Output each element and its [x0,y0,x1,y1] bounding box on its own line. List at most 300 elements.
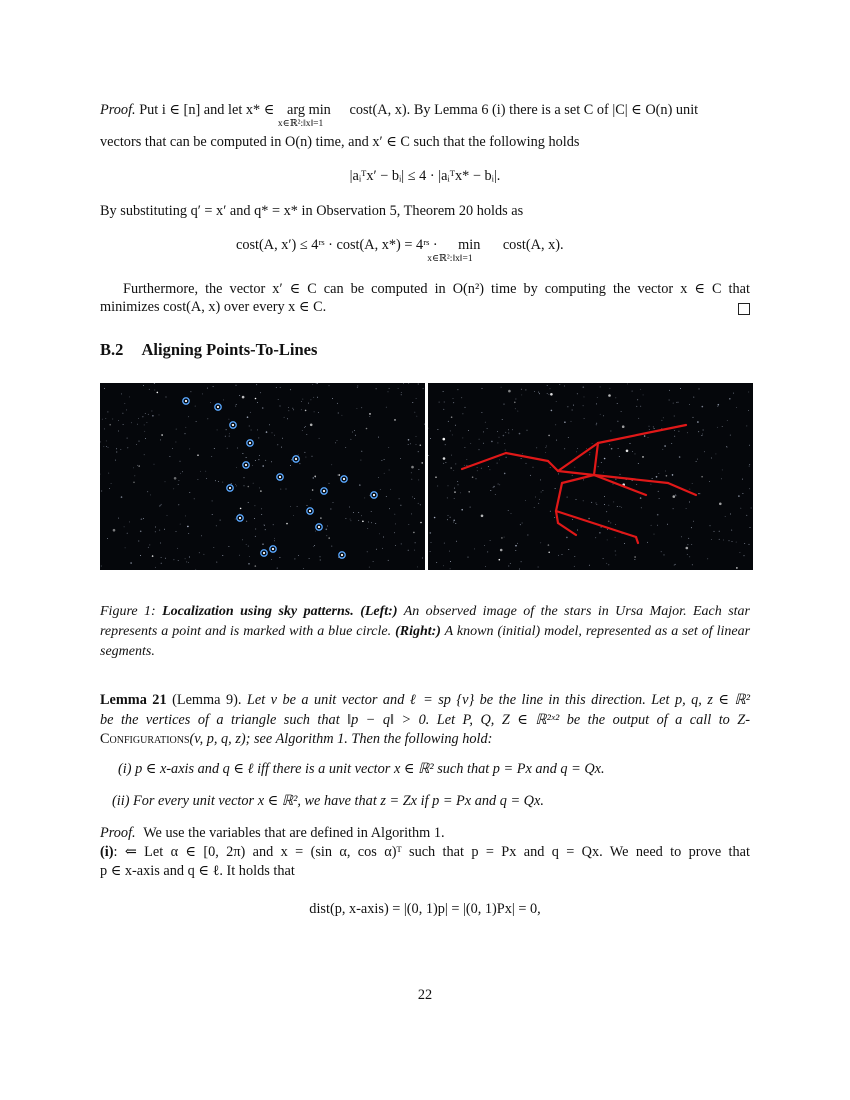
background-star [498,484,499,485]
background-star [358,520,359,521]
background-star [499,459,500,460]
background-star [448,515,449,516]
background-star [312,489,314,491]
background-star [331,546,332,547]
background-star [447,519,448,520]
background-star [723,540,724,541]
background-star [748,410,749,411]
background-star [379,533,380,534]
background-star [699,493,700,494]
background-star [574,467,575,468]
background-star [188,533,189,534]
background-star [136,444,137,445]
background-star [504,404,505,405]
background-star [239,395,240,396]
proof2-text-1: We use the variables that are defined in Algorithm 1. [143,825,445,841]
background-star [337,440,338,441]
background-star [601,462,602,463]
background-star [621,411,622,412]
background-star [161,504,162,505]
background-star [673,495,676,498]
observed-star [217,406,219,408]
page-number: 22 [417,987,433,1003]
background-star [624,543,625,544]
background-star [573,405,574,406]
background-star [242,396,245,399]
background-star [606,563,607,564]
background-star [356,408,357,409]
background-star [500,549,503,552]
background-star [732,541,733,542]
background-star [483,431,484,432]
background-star [395,545,396,546]
background-star [622,425,625,428]
background-star [534,391,535,392]
background-star [577,393,578,394]
background-star [453,522,454,523]
background-star [121,393,122,394]
background-star [147,491,148,492]
observed-star [309,510,311,512]
background-star [373,561,374,562]
background-star [545,452,546,453]
background-star [257,429,258,430]
background-star [636,406,637,407]
background-star [384,473,385,474]
background-star [568,549,569,550]
background-star [187,526,189,528]
background-star [539,393,540,394]
background-star [159,414,160,415]
background-star [420,522,422,524]
right-model-image [428,383,753,570]
background-star [522,453,523,454]
background-star [418,479,419,480]
background-star [748,392,749,393]
background-star [337,403,338,404]
background-star [615,524,616,525]
background-star [376,549,377,550]
background-star [679,456,681,458]
background-star [574,566,575,567]
background-star [107,411,108,412]
background-star [545,447,546,448]
background-star [678,431,679,432]
background-star [145,438,146,439]
background-star [466,459,467,460]
background-star [142,416,143,417]
background-star [354,430,355,431]
background-star [620,474,621,475]
background-star [572,475,573,476]
background-star [103,446,104,447]
background-star [257,402,258,403]
background-star [609,388,610,389]
background-star [408,524,409,525]
background-star [505,432,506,433]
background-star [328,537,330,539]
background-star [386,407,387,408]
background-star [686,547,689,550]
background-star [307,505,308,506]
background-star [280,387,281,388]
background-star [566,537,568,539]
background-star [262,543,264,545]
background-star [493,487,494,488]
background-star [304,452,305,453]
background-star [608,564,609,565]
background-star [303,568,304,569]
background-star [453,402,454,403]
background-star [689,502,690,503]
argmin-text: arg min [287,102,331,118]
background-star [659,498,660,499]
background-star [556,401,557,402]
background-star [730,435,731,436]
proof2-item-label: (i) [100,844,114,860]
background-star [451,416,453,418]
background-star [588,518,590,520]
background-star [736,542,737,543]
background-star [607,539,608,540]
background-star [292,408,293,409]
proof-line-4: Furthermore, the vector x′ ∈ C can be computed in O(n²) time by computing the vector x ∈ C that [123,281,750,297]
background-star [364,497,365,498]
background-star [423,388,424,389]
background-star [736,407,737,408]
background-star [143,518,144,519]
background-star [165,481,166,482]
background-star [196,421,197,422]
background-star [468,430,469,431]
lemma-text-1: Let v be a unit vector and ℓ = sp {v} be the line in this direction. Let p, q, z ∈ ℝ² [246,692,750,708]
background-star [236,485,237,486]
background-star [176,531,177,532]
background-star [394,532,395,533]
background-star [124,526,125,527]
background-star [362,521,364,523]
background-star [235,484,236,485]
background-star [689,556,690,557]
background-star [188,562,189,563]
background-star [277,568,278,569]
background-star [255,565,257,567]
background-star [298,454,299,455]
background-star [149,544,150,545]
background-star [106,440,107,441]
background-star [468,491,470,493]
background-star [329,483,330,484]
background-star [244,477,245,478]
background-star [313,397,314,398]
background-star [389,388,390,389]
background-star [188,416,189,417]
background-star [167,515,168,516]
figure-caption [100,602,750,662]
background-star [202,393,203,394]
background-star [539,499,540,500]
background-star [290,465,291,466]
background-star [414,412,415,413]
background-star [615,479,616,480]
background-star [687,554,688,555]
background-star [717,406,718,407]
background-star [231,483,232,484]
background-star [212,514,213,515]
background-star [619,456,620,457]
background-star [584,396,585,397]
observed-star [185,400,187,402]
background-star [568,437,569,438]
background-star [207,388,208,389]
background-star [302,430,303,431]
observed-star [229,487,231,489]
background-star [541,492,542,493]
background-star [352,432,353,433]
background-star [462,413,463,414]
background-star [367,528,368,529]
background-star [455,425,456,426]
lemma-line-2: be the vertices of a triangle such that ‖p − q‖ > 0. Let P, Q, Z ∈ ℝ²ˣ² be the output of a call to Z- [100,711,750,728]
background-star [522,523,523,524]
background-star [400,458,401,459]
background-star [508,433,509,434]
background-star [315,531,316,532]
background-star [658,491,659,492]
background-star [538,503,539,504]
qed-box [738,303,750,315]
background-star [255,460,256,461]
background-star [479,449,480,450]
background-star [701,476,703,478]
background-star [458,484,459,485]
background-star [160,543,161,544]
background-star [719,503,722,506]
background-star [697,459,698,460]
background-star [627,383,628,384]
background-star [455,463,456,464]
background-star [662,449,663,450]
background-star [197,479,198,480]
proof2-line-3: p ∈ x-axis and q ∈ ℓ. It holds that [100,863,295,879]
background-star [314,545,315,546]
background-star [302,399,303,400]
background-star [437,429,438,430]
background-star [185,558,186,559]
background-star [248,563,250,565]
background-star [640,389,641,390]
background-star [564,386,565,387]
background-star [408,444,409,445]
background-star [350,439,351,440]
background-star [310,399,311,400]
background-star [596,504,597,505]
background-star [540,542,541,543]
background-star [143,385,144,386]
background-star [689,489,690,490]
background-star [139,441,140,442]
background-star [583,500,584,501]
background-star [414,498,415,499]
observed-star [295,458,297,460]
background-star [611,448,613,450]
background-star [511,513,512,514]
observed-star [341,554,343,556]
background-star [309,558,310,559]
background-star [615,555,616,556]
background-star [676,495,677,496]
background-star [216,562,217,563]
equation-1: |aᵢᵀx′ − bᵢ| ≤ 4 · |aᵢᵀx* − bᵢ|. [349,168,501,184]
background-star [626,450,629,453]
background-star [719,539,720,540]
min-subscript: x∈ℝ²:‖x‖=1 [427,254,473,264]
background-star [313,546,314,547]
background-star [742,493,743,494]
background-star [733,393,734,394]
background-star [155,527,156,528]
background-star [386,496,387,497]
background-star [225,436,226,437]
background-star [455,523,456,524]
background-star [656,476,658,478]
background-star [260,392,261,393]
background-star [116,448,117,449]
background-star [746,515,747,516]
background-star [157,392,159,394]
background-star [504,473,506,475]
caption-title: Localization using sky patterns. [162,604,354,619]
lemma-line-1 [100,691,750,711]
background-star [450,568,451,569]
background-star [118,431,119,432]
background-star [701,435,702,436]
background-star [476,478,477,479]
proof2-line-1 [100,824,750,844]
observed-star [373,494,375,496]
background-star [457,481,458,482]
background-star [408,550,409,551]
background-star [468,557,469,558]
background-star [443,463,444,464]
background-star [515,545,517,547]
background-star [378,477,379,478]
background-star [389,508,390,509]
background-star [526,463,527,464]
background-star [488,466,489,467]
background-star [542,490,543,491]
background-star [242,453,243,454]
background-star [517,411,518,412]
background-star [726,446,727,447]
background-star [305,457,306,458]
background-star [613,484,614,485]
background-star [251,430,252,431]
background-star [316,383,317,384]
background-star [250,412,251,413]
background-star [259,487,260,488]
background-star [673,508,674,509]
background-star [172,448,173,449]
background-star [527,535,528,536]
background-star [294,558,295,559]
background-star [731,530,732,531]
background-star [521,458,522,459]
background-star [388,391,389,392]
background-star [412,496,413,497]
background-star [577,448,578,449]
background-star [550,511,551,512]
background-star [465,407,466,408]
background-star [515,399,516,400]
background-star [160,505,161,506]
argmin-subscript: x∈ℝ²:‖x‖=1 [277,119,324,129]
background-star [399,498,400,499]
background-star [312,456,313,457]
background-star [497,463,498,464]
background-star [195,406,196,407]
background-star [310,424,313,427]
background-star [453,470,454,471]
background-star [617,506,618,507]
background-star [527,430,528,431]
background-star [550,467,551,468]
background-star [615,537,616,538]
proof-line-1c: cost(A, x). By Lemma 6 (i) there is a set C of |C| ∈ O(n) unit [349,102,699,118]
background-star [314,411,315,412]
background-star [451,455,452,456]
background-star [589,565,590,566]
background-star [751,508,752,509]
background-star [201,535,202,536]
background-star [448,421,449,422]
background-star [676,402,677,403]
background-star [632,451,633,452]
background-star [697,421,699,423]
background-star [326,529,328,531]
background-star [504,443,505,444]
background-star [493,486,495,488]
background-star [613,501,614,502]
background-star [597,397,598,398]
background-star [634,559,635,560]
background-star [490,490,491,491]
background-star [435,476,437,478]
background-star [148,547,149,548]
background-star [680,388,681,389]
caption-right-tag: (Right:) [395,624,441,640]
background-star [583,479,584,480]
background-star [320,556,321,557]
background-star [261,508,262,509]
background-star [398,388,399,389]
proof2-line-2 [100,843,750,863]
background-star [736,567,738,569]
background-star [436,562,437,563]
background-star [481,515,484,518]
background-star [556,440,557,441]
background-star [657,514,659,516]
background-star [742,479,743,480]
background-star [146,422,147,423]
background-star [589,454,590,455]
left-star-image [100,383,425,570]
observed-star [249,442,251,444]
background-star [722,469,723,470]
background-star [279,557,280,558]
background-star [272,432,273,433]
background-star [357,387,358,388]
